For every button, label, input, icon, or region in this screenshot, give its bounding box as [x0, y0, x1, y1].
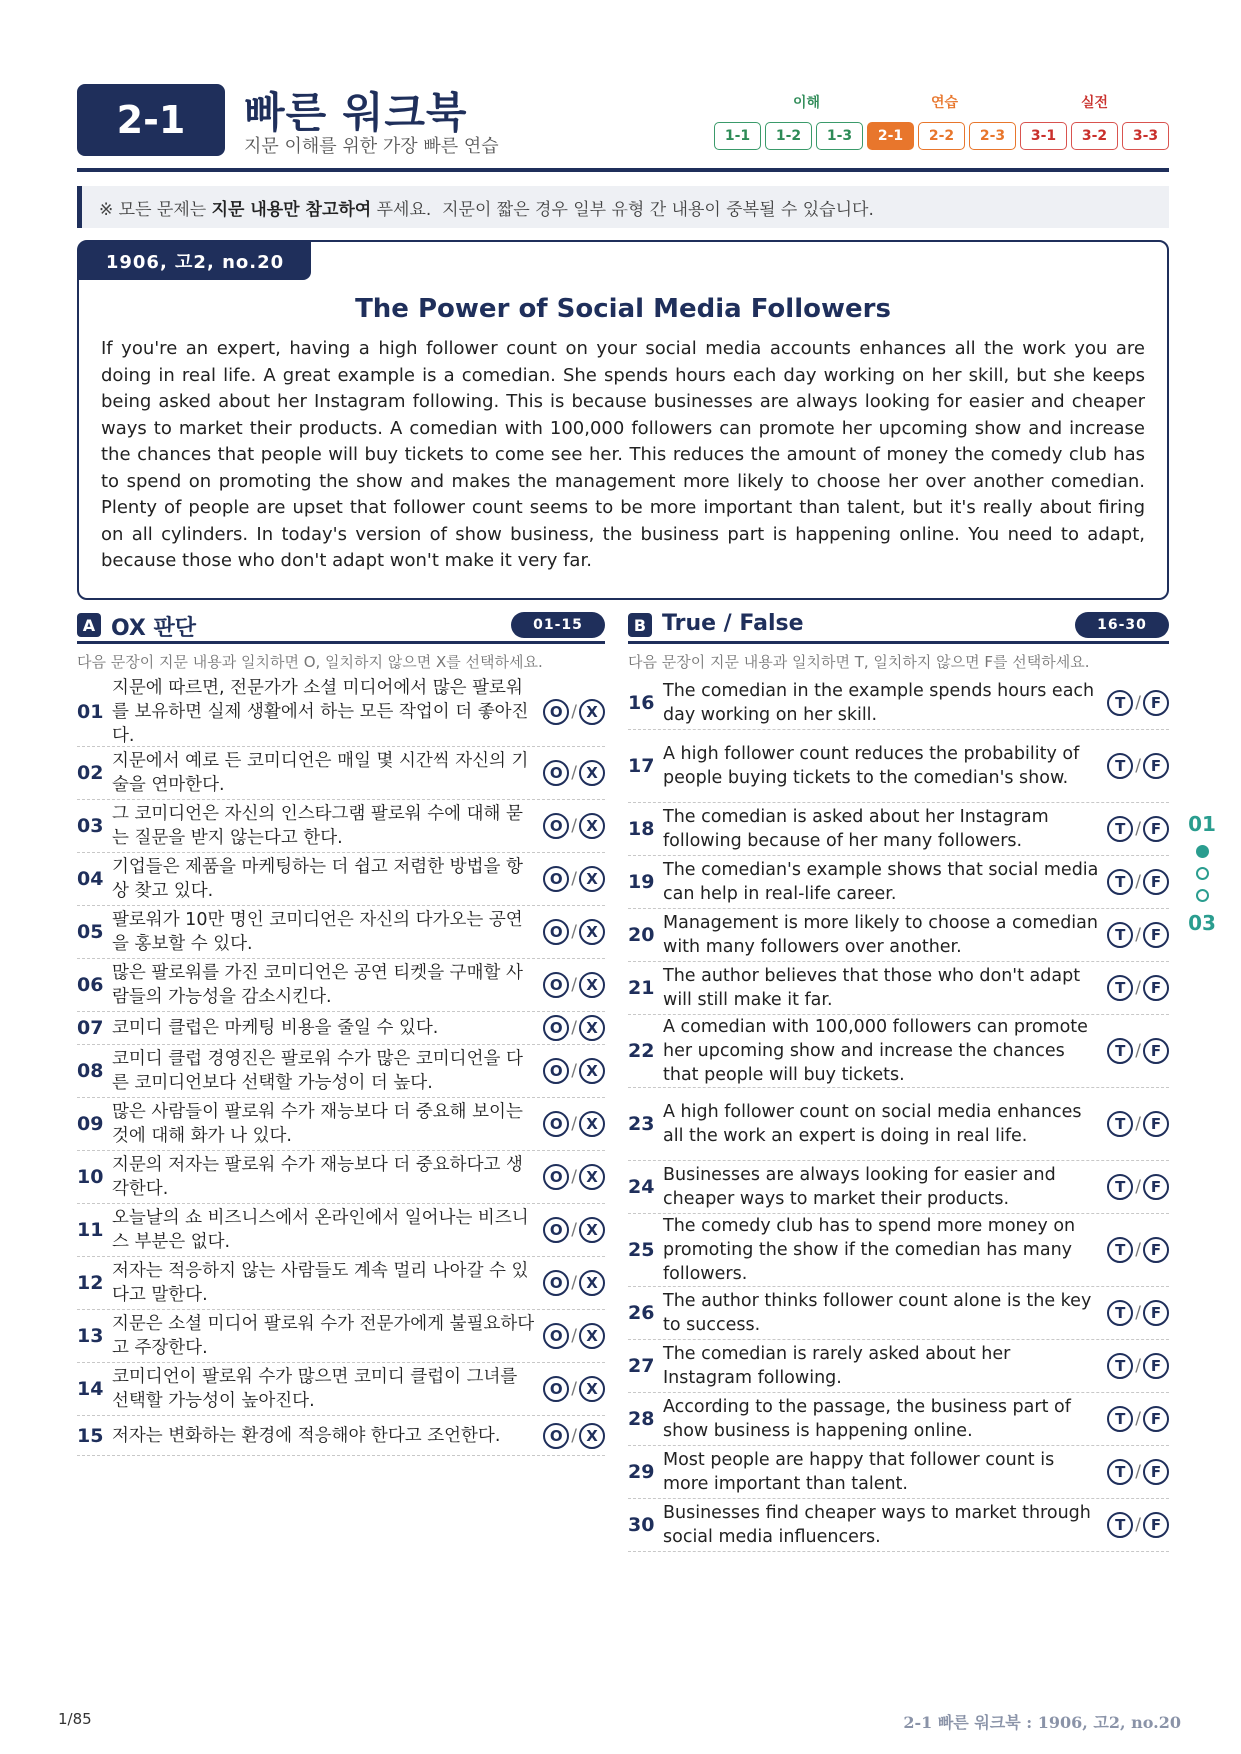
question-number: 27 — [628, 1355, 655, 1377]
question-number: 22 — [628, 1040, 655, 1062]
question-list — [77, 677, 605, 1456]
passage-source-tab: 1906, 고2, no.20 — [79, 242, 311, 280]
answer-options — [535, 919, 605, 945]
question-number: 19 — [628, 871, 655, 893]
unit-badge: 2-1 — [77, 84, 225, 156]
question-item — [77, 1416, 605, 1456]
question-number: 18 — [628, 818, 655, 840]
question-item — [628, 677, 1169, 730]
side-nav-bottom-label: 03 — [1188, 911, 1216, 935]
answer-options — [535, 1111, 605, 1137]
option-f-button[interactable]: F — [1143, 922, 1169, 948]
question-item — [77, 853, 605, 906]
option-separator: / — [1135, 819, 1141, 839]
question-number: 05 — [77, 921, 104, 943]
option-o-button[interactable]: O — [543, 919, 569, 945]
step-tab-1-3[interactable]: 1-3 — [816, 122, 863, 150]
question-text: The comedian is asked about her Instagram following because of her many followers. — [663, 807, 1049, 851]
question-number: 07 — [77, 1017, 104, 1039]
step-tab-1-1[interactable]: 1-1 — [714, 122, 761, 150]
question-item — [628, 1287, 1169, 1340]
option-o-button[interactable]: O — [543, 1270, 569, 1296]
question-number: 13 — [77, 1325, 104, 1347]
question-number: 23 — [628, 1113, 655, 1135]
option-separator: / — [571, 701, 577, 722]
answer-options — [1099, 1300, 1169, 1326]
question-item — [77, 1098, 605, 1151]
step-tab-2-3[interactable]: 2-3 — [969, 122, 1016, 150]
option-x-button[interactable]: X — [579, 866, 605, 892]
question-item — [77, 1310, 605, 1363]
group-label-real: 실전 — [1081, 95, 1109, 111]
question-number: 26 — [628, 1302, 655, 1324]
question-text: 지문은 소셜 미디어 팔로워 수가 전문가에게 불필요하다고 주장한다. — [112, 1314, 535, 1358]
page-number: 1/85 — [58, 1710, 92, 1728]
question-text: The author thinks follower count alone is the key to success. — [663, 1291, 1092, 1335]
question-item — [77, 1257, 605, 1310]
option-separator: / — [571, 1220, 577, 1240]
option-separator: / — [571, 1326, 577, 1346]
question-text: 팔로워가 10만 명인 코미디언은 자신의 다가오는 공연을 홍보할 수 있다. — [112, 910, 523, 954]
notice-bar — [77, 186, 1169, 228]
question-text: The comedian is rarely asked about her Instagram following. — [663, 1344, 1011, 1388]
question-text: Management is more likely to choose a comedian with many followers over another. — [663, 913, 1098, 957]
question-item — [77, 1204, 605, 1257]
answer-options — [1099, 753, 1169, 779]
section-range-pill: 16-30 — [1075, 612, 1169, 638]
question-number: 25 — [628, 1239, 655, 1261]
answer-options — [1099, 1353, 1169, 1379]
section-letter: A — [77, 613, 101, 637]
step-navigator — [724, 92, 1169, 144]
question-number: 15 — [77, 1424, 104, 1447]
answer-options — [535, 813, 605, 839]
option-x-button[interactable]: X — [579, 813, 605, 839]
option-separator: / — [1135, 1240, 1141, 1260]
option-o-button[interactable]: O — [543, 1058, 569, 1084]
answer-options — [1099, 975, 1169, 1001]
option-f-button[interactable]: F — [1143, 753, 1169, 779]
answer-options — [1099, 1459, 1169, 1485]
question-text: 그 코미디언은 자신의 인스타그램 팔로워 수에 대해 묻는 질문을 받지 않는다고 한다. — [112, 804, 523, 848]
question-text: 코미디언이 팔로워 수가 많으면 코미디 클럽이 그녀를 선택할 가능성이 높아진다. — [112, 1367, 518, 1411]
question-number: 16 — [628, 692, 655, 714]
header-divider — [77, 168, 1169, 172]
option-t-button[interactable]: T — [1107, 753, 1133, 779]
section-letter: B — [628, 613, 652, 637]
question-item — [77, 906, 605, 959]
question-text: 코미디 클럽 경영진은 팔로워 수가 많은 코미디언을 다른 코미디언보다 선택할 가능성이 더 높다. — [112, 1049, 523, 1093]
progress-dot[interactable] — [1196, 889, 1209, 902]
progress-dot[interactable] — [1196, 867, 1209, 880]
side-nav-top-label: 01 — [1188, 812, 1216, 836]
option-f-button[interactable]: F — [1143, 816, 1169, 842]
page-subtitle: 지문 이해를 위한 가장 빠른 연습 — [244, 136, 499, 157]
option-o-button[interactable]: O — [543, 1015, 569, 1041]
option-o-button[interactable]: O — [543, 1217, 569, 1243]
step-tab-2-1[interactable]: 2-1 — [867, 122, 914, 150]
option-o-button[interactable]: O — [543, 1164, 569, 1190]
option-f-button[interactable]: F — [1143, 975, 1169, 1001]
option-x-button[interactable]: X — [579, 1111, 605, 1137]
option-o-button[interactable]: O — [543, 866, 569, 892]
option-t-button[interactable]: T — [1107, 869, 1133, 895]
question-item — [77, 800, 605, 853]
option-separator: / — [571, 1425, 577, 1446]
question-number: 24 — [628, 1176, 655, 1198]
notice-suffix: 푸세요. 지문이 짧은 경우 일부 유형 간 내용이 중복될 수 있습니다. — [371, 199, 874, 220]
question-item — [628, 1214, 1169, 1287]
question-number: 06 — [77, 974, 104, 996]
question-text: The comedian in the example spends hours each day working on her skill. — [663, 681, 1095, 725]
option-separator: / — [1135, 1515, 1141, 1535]
answer-options — [1099, 1237, 1169, 1263]
answer-options — [1099, 690, 1169, 716]
step-tab-1-2[interactable]: 1-2 — [765, 122, 812, 150]
answer-options — [1099, 1512, 1169, 1538]
option-x-button[interactable]: X — [579, 1323, 605, 1349]
answer-options — [1099, 1111, 1169, 1137]
section-header — [77, 610, 605, 644]
question-item — [628, 1499, 1169, 1552]
option-separator: / — [1135, 693, 1141, 713]
question-number: 08 — [77, 1060, 104, 1082]
question-text: According to the passage, the business part of show business is happening online. — [663, 1397, 1071, 1441]
answer-options — [535, 866, 605, 892]
answer-options — [1099, 1038, 1169, 1064]
option-separator: / — [1135, 872, 1141, 892]
option-separator: / — [571, 1114, 577, 1134]
question-list — [628, 677, 1169, 1552]
question-number: 29 — [628, 1461, 655, 1483]
option-f-button[interactable]: F — [1143, 1406, 1169, 1432]
question-text: A comedian with 100,000 followers can promote her upcoming show and increase the chances that people will buy tickets. — [663, 1017, 1088, 1085]
answer-options — [535, 1423, 605, 1449]
option-f-button[interactable]: F — [1143, 690, 1169, 716]
answer-options — [1099, 922, 1169, 948]
answer-options — [1099, 1406, 1169, 1432]
option-t-button[interactable]: T — [1107, 1111, 1133, 1137]
step-tabs — [714, 122, 1169, 150]
option-separator: / — [1135, 1409, 1141, 1429]
option-separator: / — [571, 1379, 577, 1399]
option-o-button[interactable]: O — [543, 1323, 569, 1349]
answer-options — [535, 1217, 605, 1243]
section-range-pill: 01-15 — [511, 612, 605, 638]
question-text: 저자는 변화하는 환경에 적응해야 한다고 조언한다. — [112, 1425, 501, 1446]
question-number: 03 — [77, 815, 104, 837]
answer-options — [535, 1015, 605, 1041]
option-x-button[interactable]: X — [579, 1217, 605, 1243]
option-t-button[interactable]: T — [1107, 1038, 1133, 1064]
option-separator: / — [1135, 1462, 1141, 1482]
option-separator: / — [1135, 756, 1141, 776]
section-title: OX 판단 — [111, 616, 197, 641]
passage-box — [77, 240, 1169, 600]
option-separator: / — [571, 816, 577, 836]
answer-options — [535, 760, 605, 786]
question-text: Most people are happy that follower count is more important than talent. — [663, 1450, 1055, 1494]
option-x-button[interactable]: X — [579, 972, 605, 998]
question-number: 10 — [77, 1166, 104, 1188]
option-x-button[interactable]: X — [579, 1015, 605, 1041]
option-separator: / — [1135, 1041, 1141, 1061]
question-item — [77, 1363, 605, 1416]
option-f-button[interactable]: F — [1143, 1353, 1169, 1379]
section-instruction: 다음 문장이 지문 내용과 일치하면 T, 일치하지 않으면 F를 선택하세요. — [628, 653, 1090, 671]
section-ox — [77, 610, 605, 1456]
option-x-button[interactable]: X — [579, 760, 605, 786]
question-number: 04 — [77, 868, 104, 890]
progress-dot-active[interactable] — [1196, 845, 1209, 858]
question-text: 많은 사람들이 팔로워 수가 재능보다 더 중요해 보이는 것에 대해 화가 나 있다. — [112, 1102, 523, 1146]
option-x-button[interactable]: X — [579, 1058, 605, 1084]
option-separator: / — [571, 1018, 577, 1038]
side-progress-nav — [1180, 812, 1224, 935]
answer-options — [535, 1323, 605, 1349]
question-number: 17 — [628, 755, 655, 777]
question-item — [628, 1161, 1169, 1214]
notice-bold: 지문 내용만 참고하여 — [211, 199, 372, 220]
question-number: 09 — [77, 1113, 104, 1135]
option-x-button[interactable]: X — [579, 1376, 605, 1402]
option-f-button[interactable]: F — [1143, 1111, 1169, 1137]
option-x-button[interactable]: X — [579, 919, 605, 945]
option-separator: / — [571, 922, 577, 942]
option-f-button[interactable]: F — [1143, 1038, 1169, 1064]
option-t-button[interactable]: T — [1107, 922, 1133, 948]
page-title: 빠른 워크북 — [244, 88, 468, 137]
option-t-button[interactable]: T — [1107, 690, 1133, 716]
option-t-button[interactable]: T — [1107, 1353, 1133, 1379]
option-t-button[interactable]: T — [1107, 975, 1133, 1001]
answer-options — [535, 1376, 605, 1402]
page-header — [77, 80, 1169, 172]
question-number: 02 — [77, 762, 104, 784]
option-x-button[interactable]: X — [579, 1270, 605, 1296]
option-o-button[interactable]: O — [543, 1423, 569, 1449]
option-t-button[interactable]: T — [1107, 1174, 1133, 1200]
question-text: 지문에 따르면, 전문가가 소셜 미디어에서 많은 팔로워를 보유하면 실제 생활에서 하는 모든 작업이 더 좋아진다. — [112, 677, 529, 746]
answer-options — [535, 1270, 605, 1296]
option-t-button[interactable]: T — [1107, 1459, 1133, 1485]
option-separator: / — [571, 1061, 577, 1081]
footer-caption: 2-1 빠른 워크북 : 1906, 고2, no.20 — [903, 1713, 1181, 1732]
question-text: A high follower count on social media enhances all the work an expert is doing in real life. — [663, 1102, 1082, 1146]
question-number: 28 — [628, 1408, 655, 1430]
question-text: 기업들은 제품을 마케팅하는 더 쉽고 저렴한 방법을 항상 찾고 있다. — [112, 857, 523, 901]
option-separator: / — [571, 975, 577, 995]
question-text: A high follower count reduces the probability of people buying tickets to the comedian's show. — [663, 744, 1080, 788]
option-separator: / — [1135, 925, 1141, 945]
option-separator: / — [571, 1273, 577, 1293]
question-item — [77, 747, 605, 800]
question-item — [628, 1340, 1169, 1393]
answer-options — [1099, 1174, 1169, 1200]
option-o-button[interactable]: O — [543, 699, 569, 725]
notice-prefix: ※ 모든 문제는 — [99, 199, 212, 220]
question-number: 12 — [77, 1272, 104, 1294]
question-text: 지문에서 예로 든 코미디언은 매일 몇 시간씩 자신의 기술을 연마한다. — [112, 751, 529, 795]
option-x-button[interactable]: X — [579, 1423, 605, 1449]
answer-options — [1099, 816, 1169, 842]
option-t-button[interactable]: T — [1107, 1300, 1133, 1326]
question-text: Businesses are always looking for easier and cheaper ways to market their products. — [663, 1165, 1056, 1209]
question-number: 01 — [77, 700, 104, 723]
option-f-button[interactable]: F — [1143, 1174, 1169, 1200]
question-number: 11 — [77, 1219, 104, 1241]
option-separator: / — [1135, 1114, 1141, 1134]
question-text: 지문의 저자는 팔로워 수가 재능보다 더 중요하다고 생각한다. — [112, 1155, 523, 1199]
question-item — [628, 909, 1169, 962]
question-item — [628, 730, 1169, 803]
question-item — [628, 803, 1169, 856]
passage-title: The Power of Social Media Followers — [355, 294, 891, 324]
section-header — [628, 610, 1169, 644]
option-f-button[interactable]: F — [1143, 1237, 1169, 1263]
option-separator: / — [571, 763, 577, 783]
question-item — [628, 1446, 1169, 1499]
question-number: 21 — [628, 977, 655, 999]
question-text: The comedy club has to spend more money on promoting the show if the comedian has many followers. — [663, 1216, 1076, 1284]
option-separator: / — [1135, 1177, 1141, 1197]
option-o-button[interactable]: O — [543, 1111, 569, 1137]
answer-options — [535, 1164, 605, 1190]
question-item — [77, 1045, 605, 1098]
option-x-button[interactable]: X — [579, 1164, 605, 1190]
option-t-button[interactable]: T — [1107, 816, 1133, 842]
question-text: 코미디 클럽은 마케팅 비용을 줄일 수 있다. — [112, 1018, 439, 1038]
option-o-button[interactable]: O — [543, 1376, 569, 1402]
option-f-button[interactable]: F — [1143, 1459, 1169, 1485]
question-item — [77, 677, 605, 747]
option-separator: / — [1135, 1356, 1141, 1376]
step-tab-3-2[interactable]: 3-2 — [1071, 122, 1118, 150]
option-o-button[interactable]: O — [543, 760, 569, 786]
question-text: The comedian's example shows that social media can help in real-life career. — [663, 860, 1099, 904]
question-item — [77, 959, 605, 1012]
question-item — [628, 1088, 1169, 1161]
answer-options — [535, 699, 605, 725]
option-separator: / — [1135, 1303, 1141, 1323]
section-true-false — [628, 610, 1169, 1552]
option-separator: / — [571, 1167, 577, 1187]
step-tab-3-3[interactable]: 3-3 — [1122, 122, 1169, 150]
question-text: Businesses find cheaper ways to market through social media influencers. — [663, 1503, 1091, 1547]
step-tab-3-1[interactable]: 3-1 — [1020, 122, 1067, 150]
question-item — [77, 1012, 605, 1045]
option-f-button[interactable]: F — [1143, 869, 1169, 895]
step-tab-2-2[interactable]: 2-2 — [918, 122, 965, 150]
question-text: The author believes that those who don't adapt will still make it far. — [663, 966, 1081, 1010]
question-item — [628, 962, 1169, 1015]
group-label-understand: 이해 — [793, 95, 821, 111]
section-title: True / False — [662, 611, 804, 636]
question-text: 저자는 적응하지 않는 사람들도 계속 멀리 나아갈 수 있다고 말한다. — [112, 1261, 529, 1305]
option-x-button[interactable]: X — [579, 699, 605, 725]
question-number: 20 — [628, 924, 655, 946]
option-t-button[interactable]: T — [1107, 1237, 1133, 1263]
option-separator: / — [1135, 978, 1141, 998]
question-number: 30 — [628, 1514, 655, 1536]
answer-options — [535, 1058, 605, 1084]
group-label-practice: 연습 — [931, 95, 959, 111]
option-o-button[interactable]: O — [543, 813, 569, 839]
option-t-button[interactable]: T — [1107, 1406, 1133, 1432]
question-item — [77, 1151, 605, 1204]
question-text: 오늘날의 쇼 비즈니스에서 온라인에서 일어나는 비즈니스 부분은 없다. — [112, 1208, 529, 1252]
answer-options — [535, 972, 605, 998]
question-text: 많은 팔로워를 가진 코미디언은 공연 티켓을 구매할 사람들의 가능성을 감소시킨다. — [112, 963, 523, 1007]
question-number: 14 — [77, 1378, 104, 1400]
question-item — [628, 1393, 1169, 1446]
option-t-button[interactable]: T — [1107, 1512, 1133, 1538]
question-item — [628, 856, 1169, 909]
option-f-button[interactable]: F — [1143, 1512, 1169, 1538]
passage-body: If you're an expert, having a high follower count on your social media accounts enhances all the work you are doing in real life. A great example is a comedian. She spends hours each day working on her skill, but she keeps being asked about her Instagram following. This is because businesses are always looking for easier and cheaper ways to market their products. A comedian with 100,000 followers can promote her upcoming show and increase the chances that people will buy tickets to come see her. This reduces the amount of money the comedy club has to spend on promoting the show and makes the management more likely to choose her over another comedian. Plenty of people are upset that follower count seems to be more important than talent, but it's really about firing on all cylinders. In today's version of show business, the business part is happening online. You need to adapt, because those who don't adapt won't make it very far. — [101, 338, 1145, 571]
option-separator: / — [571, 869, 577, 889]
section-instruction: 다음 문장이 지문 내용과 일치하면 O, 일치하지 않으면 X를 선택하세요. — [77, 653, 543, 671]
option-f-button[interactable]: F — [1143, 1300, 1169, 1326]
question-item — [628, 1015, 1169, 1088]
answer-options — [1099, 869, 1169, 895]
option-o-button[interactable]: O — [543, 972, 569, 998]
